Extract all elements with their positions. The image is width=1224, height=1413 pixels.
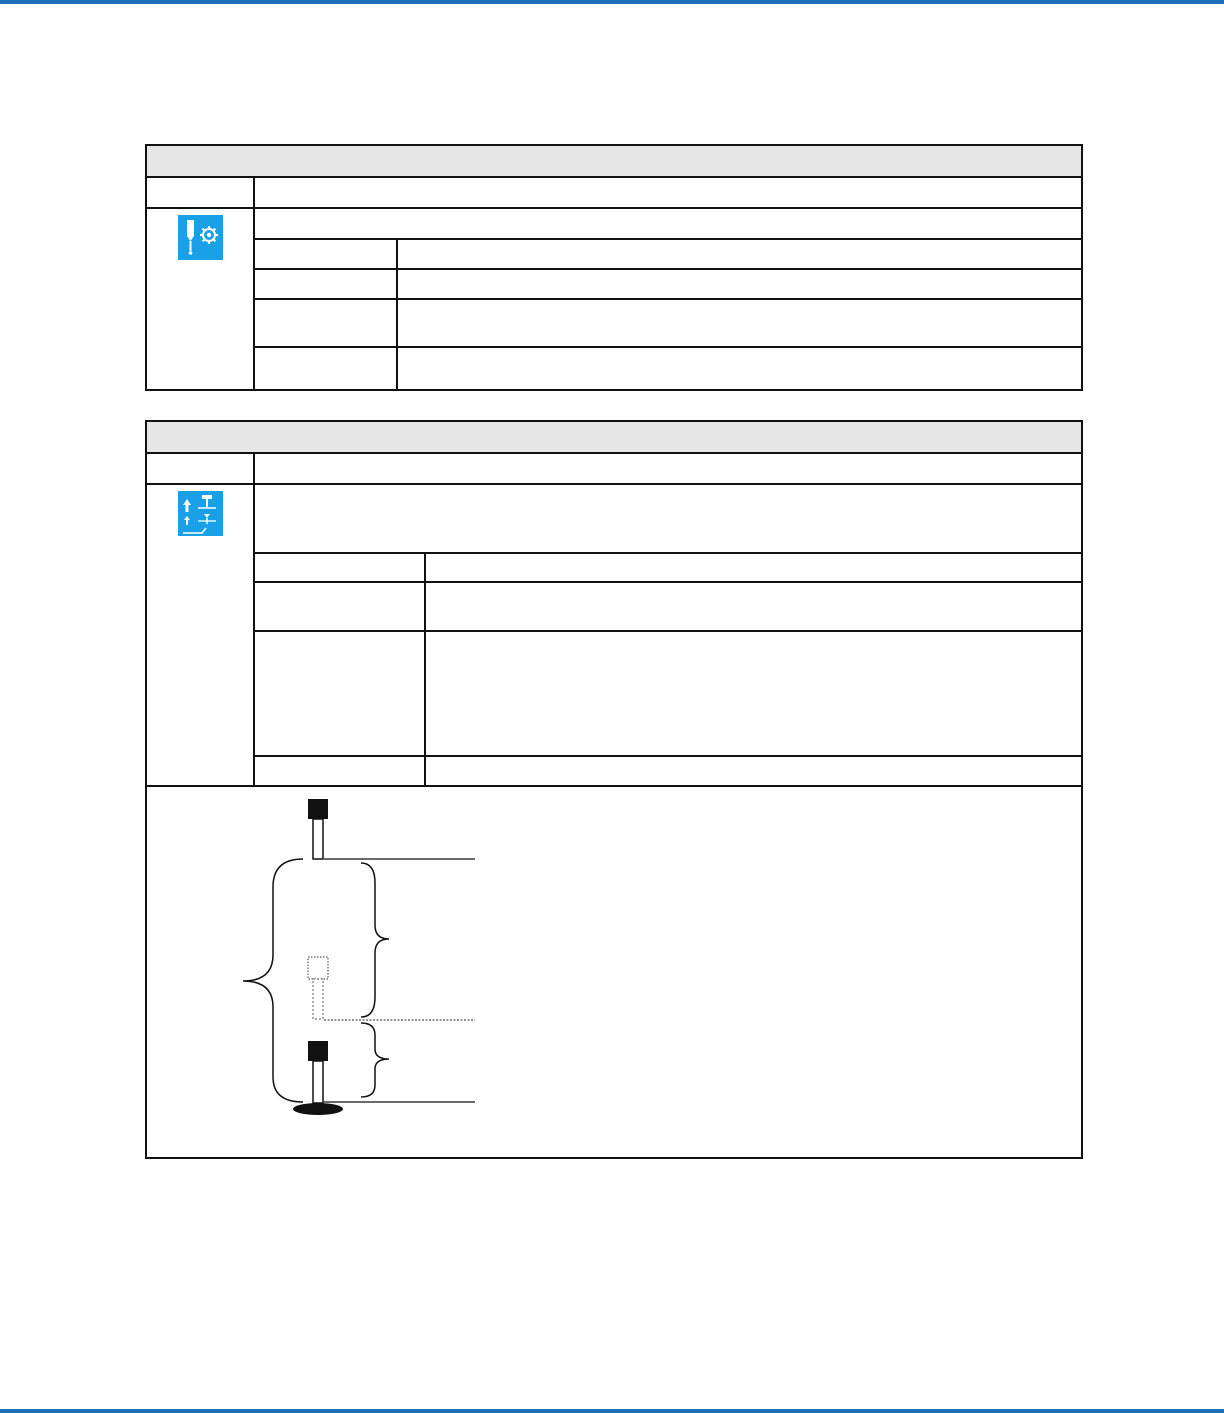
table-1-row-key	[255, 347, 397, 389]
table-1-intro	[255, 209, 1081, 239]
table-1-row-key	[255, 299, 397, 347]
top-rule	[0, 0, 1224, 4]
table-2-row-value	[425, 756, 1081, 785]
table-2-row-key	[255, 582, 425, 631]
table-1-subtable	[255, 209, 1081, 389]
table-1-row-value	[397, 299, 1081, 347]
table-2-subtable	[255, 485, 1081, 785]
probe-head-top	[308, 799, 328, 819]
retract-distance-brace	[361, 1023, 389, 1097]
table-2-detail	[254, 484, 1082, 786]
probe-retract-diagram	[147, 787, 1081, 1157]
probe-stylus-top	[313, 819, 323, 859]
table-2-row-key	[255, 631, 425, 756]
table-2-row-value	[425, 631, 1081, 756]
table-1-row-value	[397, 269, 1081, 299]
total-distance-brace	[243, 859, 303, 1102]
table-1-label-right	[254, 177, 1082, 208]
approach-distance-brace	[361, 863, 389, 1017]
table-2-label-right	[254, 453, 1082, 484]
probe-stylus-bottom	[313, 1061, 323, 1103]
table-2-row-value	[425, 582, 1081, 631]
table-1-row-key	[255, 239, 397, 269]
probe-head-bottom	[308, 1041, 328, 1061]
table-2-intro	[255, 485, 1081, 553]
probe-stylus-retract	[313, 979, 323, 1019]
table-2-header	[146, 421, 1082, 453]
table-1-icon-cell	[146, 208, 254, 390]
table-1-row-value	[397, 239, 1081, 269]
table-2-row-value	[425, 553, 1081, 582]
table-2-row-key	[255, 553, 425, 582]
parameter-table-1	[145, 144, 1083, 391]
parameter-table-2	[145, 420, 1083, 1159]
table-1-row-value	[397, 347, 1081, 389]
table-1-detail	[254, 208, 1082, 390]
probe-settings-icon	[178, 215, 223, 260]
table-1-label-left	[146, 177, 254, 208]
probe-retract-distance-icon	[178, 491, 223, 536]
table-2-row-key	[255, 756, 425, 785]
table-2-label-left	[146, 453, 254, 484]
table-1-row-key	[255, 269, 397, 299]
table-2-icon-cell	[146, 484, 254, 786]
probe-retract-diagram-cell	[146, 786, 1082, 1158]
probe-head-retract	[308, 957, 328, 979]
table-1-header	[146, 145, 1082, 177]
workpiece-contact	[293, 1103, 343, 1115]
bottom-rule	[0, 1409, 1224, 1413]
